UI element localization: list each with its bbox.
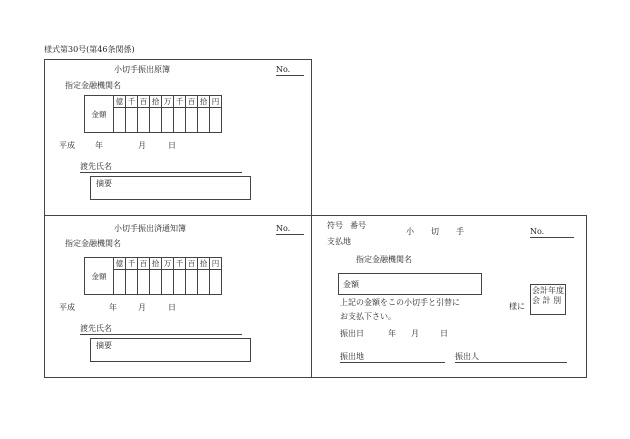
digit-unit: 万 xyxy=(162,96,174,108)
amount-digit-cell[interactable] xyxy=(150,108,162,133)
amount-digit-cell[interactable] xyxy=(174,270,186,295)
digit-unit: 百 xyxy=(186,258,198,270)
check-no-label: No. xyxy=(530,228,574,238)
amount-digit-cell[interactable] xyxy=(198,270,210,295)
top-form-date-month: 月 xyxy=(138,141,146,150)
bottom-form-amount-table xyxy=(84,257,222,295)
amount-digit-cell[interactable] xyxy=(126,270,138,295)
amount-digit-cell[interactable] xyxy=(114,108,126,133)
top-form-date-era: 平成 xyxy=(59,141,75,150)
top-form-summary-label: 摘要 xyxy=(96,179,112,188)
top-form-payee-line[interactable] xyxy=(80,172,242,173)
digit-unit: 千 xyxy=(126,258,138,270)
digit-unit: 拾 xyxy=(150,96,162,108)
digit-unit: 百 xyxy=(138,96,150,108)
amount-digit-cell[interactable] xyxy=(162,270,174,295)
digit-unit: 千 xyxy=(174,96,186,108)
digit-unit: 拾 xyxy=(198,96,210,108)
digit-unit: 千 xyxy=(174,258,186,270)
digit-unit: 拾 xyxy=(198,258,210,270)
check-issue-date-label: 振出日 xyxy=(340,329,364,338)
top-form-summary-box[interactable] xyxy=(90,176,251,200)
amount-label: 金額 xyxy=(85,258,114,295)
bottom-form-date-year: 年 xyxy=(109,303,117,312)
check-addressee-suffix: 様に xyxy=(509,302,525,311)
digit-unit: 万 xyxy=(162,258,174,270)
top-form-title: 小切手振出原簿 xyxy=(114,65,170,74)
amount-digit-cell[interactable] xyxy=(198,108,210,133)
check-issue-day: 日 xyxy=(440,329,448,338)
amount-digit-cell[interactable] xyxy=(186,270,198,295)
check-title-char: 小 xyxy=(406,227,414,236)
bottom-form-summary-box[interactable] xyxy=(90,338,251,362)
amount-digit-cell[interactable] xyxy=(138,270,150,295)
digit-unit: 拾 xyxy=(150,258,162,270)
amount-digit-cell[interactable] xyxy=(126,108,138,133)
check-pay-place-label: 支払地 xyxy=(327,237,351,246)
amount-digit-cell[interactable] xyxy=(210,108,222,133)
top-form-payee-label: 渡先氏名 xyxy=(80,162,112,171)
bottom-form-title: 小切手振出済通知簿 xyxy=(114,224,186,233)
bottom-form-date-era: 平成 xyxy=(59,303,75,312)
bottom-form-date-month: 月 xyxy=(138,303,146,312)
check-title-char: 手 xyxy=(456,227,464,236)
amount-digit-cell[interactable] xyxy=(186,108,198,133)
digit-unit: 億 xyxy=(114,96,126,108)
digit-unit: 百 xyxy=(138,258,150,270)
top-form-amount-table xyxy=(84,95,222,133)
top-form-date-day: 日 xyxy=(168,141,176,150)
check-code-label: 符号 xyxy=(327,221,343,230)
bottom-form-institution-label: 指定金融機関名 xyxy=(65,239,121,248)
amount-digit-cell[interactable] xyxy=(150,270,162,295)
check-instruction-line1: 上記の金額をこの小切手と引替に xyxy=(340,298,460,307)
digit-unit: 億 xyxy=(114,258,126,270)
amount-digit-cell[interactable] xyxy=(162,108,174,133)
bottom-form-payee-line[interactable] xyxy=(80,334,242,335)
check-amount-box[interactable] xyxy=(338,273,482,295)
check-issue-month: 月 xyxy=(411,329,419,338)
check-issuer-label: 振出人 xyxy=(455,352,479,361)
check-instruction-line2: お支払下さい。 xyxy=(340,312,396,321)
check-issue-year: 年 xyxy=(388,329,396,338)
bottom-form-no-label: No. xyxy=(276,225,304,235)
amount-digit-cell[interactable] xyxy=(114,270,126,295)
check-issue-place-label: 振出地 xyxy=(340,352,364,361)
check-amount-label: 金額 xyxy=(343,280,359,289)
check-account-label: 会 計 別 xyxy=(532,296,562,305)
bottom-form-payee-label: 渡先氏名 xyxy=(80,324,112,333)
bottom-form-summary-label: 摘要 xyxy=(96,341,112,350)
top-form-date-year: 年 xyxy=(95,141,103,150)
check-issue-place-line[interactable] xyxy=(340,362,445,363)
amount-label: 金額 xyxy=(85,96,114,133)
check-issuer-line[interactable] xyxy=(455,362,567,363)
check-number-label: 番号 xyxy=(350,221,366,230)
digit-unit: 千 xyxy=(126,96,138,108)
digit-unit: 円 xyxy=(210,258,222,270)
digit-unit: 百 xyxy=(186,96,198,108)
top-form-no-label: No. xyxy=(276,66,304,76)
check-title-char: 切 xyxy=(431,227,439,236)
amount-digit-cell[interactable] xyxy=(210,270,222,295)
digit-unit: 円 xyxy=(210,96,222,108)
check-fiscal-year-label: 会計年度 xyxy=(532,286,564,295)
form-number-label: 様式第30号(第46条関係) xyxy=(44,45,135,54)
bottom-form-date-day: 日 xyxy=(168,303,176,312)
amount-digit-cell[interactable] xyxy=(138,108,150,133)
top-form-institution-label: 指定金融機関名 xyxy=(65,81,121,90)
check-institution-label: 指定金融機関名 xyxy=(356,255,412,264)
amount-digit-cell[interactable] xyxy=(174,108,186,133)
